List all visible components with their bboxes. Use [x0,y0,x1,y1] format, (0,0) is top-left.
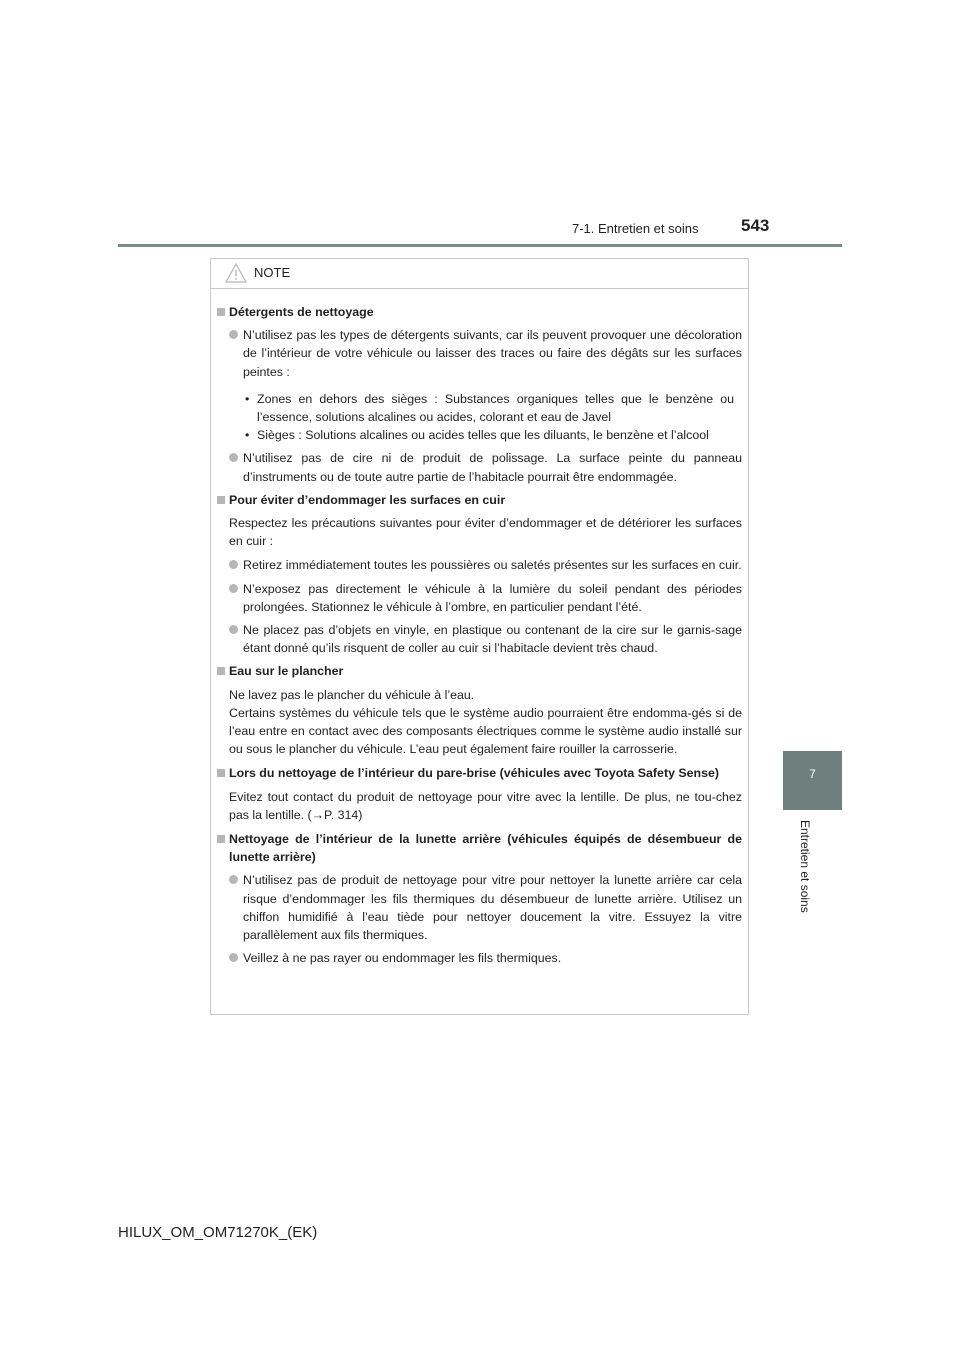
bullet-text: N’utilisez pas les types de détergents suivants, car ils peuvent provoquer une décoloration de l’intérieur de votre véhicule ou laisser des traces ou faire des dégâts sur les surfaces peintes : [243,328,742,379]
sub-item-text: Zones en dehors des sièges : Substances organiques telles que le benzène ou l’essence, solutions alcalines ou acides, colorant et eau de Javel [257,391,734,425]
sub-item [217,426,742,444]
chapter-number: 7 [809,767,816,781]
bullet-text: N’utilisez pas de produit de nettoyage pour vitre pour nettoyer la lunette arrière car cela risque d’endommager les fils thermiques du désembueur de lunette arrière. Utilisez un chiffon humidifié à l’eau tiède pour nettoyer doucement la vitre. Essuyez la vitre parallèlement aux fils thermiques. [243,873,742,943]
bullet-item [217,871,742,944]
bullet-text: Veillez à ne pas rayer ou endommager les fils thermiques. [243,951,562,966]
square-bullet-icon [217,667,225,675]
bullet-text: N’exposez pas directement le véhicule à la lumière du soleil pendant des périodes prolongées. Stationnez le véhicule à l’ombre, en particulier pendant l’été. [243,581,742,614]
section-title: 7-1. Entretien et soins [572,221,699,236]
bullet-text: Retirez immédiatement toutes les poussières ou saletés présentes sur les surfaces en cuir. [243,558,742,573]
square-bullet-icon [217,308,225,316]
square-bullet-icon [217,769,225,777]
bullet-item [217,949,742,967]
circle-bullet-icon [229,953,238,962]
section-heading [217,491,742,509]
heading-text: Détergents de nettoyage [229,305,374,319]
bullet-text: N’utilisez pas de cire ni de produit de polissage. La surface peinte du panneau d’instruments ou de toute autre partie de l’habitacle pourrait être endommagée. [243,451,742,484]
sub-item [217,390,742,426]
bullet-item [217,580,742,616]
header-rule [118,244,842,247]
circle-bullet-icon [229,625,238,634]
paragraph: Ne lavez pas le plancher du véhicule à l’eau. [229,687,475,702]
warning-triangle-icon [225,263,247,288]
bullet-item [217,556,742,574]
bullet-item [217,449,742,485]
note-box [210,258,749,1015]
note-header [211,259,748,289]
note-body [211,289,748,968]
square-bullet-icon [217,496,225,504]
circle-bullet-icon [229,875,238,884]
section-heading [217,830,742,866]
section-heading [217,662,742,680]
heading-text: Lors du nettoyage de l’intérieur du pare-brise (véhicules avec Toyota Safety Sense) [229,766,720,781]
heading-text: Pour éviter d’endommager les surfaces en cuir [229,492,506,507]
section-heading [217,764,742,782]
dot-mark: • [245,428,250,443]
bullet-item [217,621,742,657]
paragraph: Evitez tout contact du produit de nettoyage pour vitre avec la lentille. De plus, ne tou-chez pas la lentille. (→P. 314) [229,789,742,822]
bullet-text: Ne placez pas d’objets en vinyle, en plastique ou contenant de la cire sur le garnis-sage étant donné qu’ils risquent de coller au cuir si l’habitacle devient très chaud. [243,623,742,656]
sub-item-text: Sièges : Solutions alcalines ou acides telles que les diluants, le benzène et l’alcool [257,428,709,443]
note-title: NOTE [254,265,291,280]
section-heading [217,303,742,321]
chapter-label: Entretien et soins [798,820,812,913]
heading-text: Nettoyage de l’intérieur de la lunette arrière (véhicules équipés de désembueur de lunette arrière) [229,832,742,865]
dot-mark: • [245,391,250,406]
page-number: 543 [741,216,770,235]
document-code: HILUX_OM_OM71270K_(EK) [118,1224,318,1241]
circle-bullet-icon [229,584,238,593]
heading-text: Eau sur le plancher [229,664,344,679]
bullet-item [217,326,742,381]
square-bullet-icon [217,835,225,843]
circle-bullet-icon [229,453,238,462]
circle-bullet-icon [229,330,238,339]
paragraph: Certains systèmes du véhicule tels que le système audio pourraient être endomma-gés si de l’eau entre en contact avec des composants électriques comme le système audio installé sur ou sous le plancher du véhicule. L’eau peut également faire rouiller la carrosserie. [229,705,742,757]
circle-bullet-icon [229,560,238,569]
paragraph: Respectez les précautions suivantes pour éviter d’endommager et de détériorer les surfaces en cuir : [229,516,742,549]
chapter-tab [783,751,842,810]
